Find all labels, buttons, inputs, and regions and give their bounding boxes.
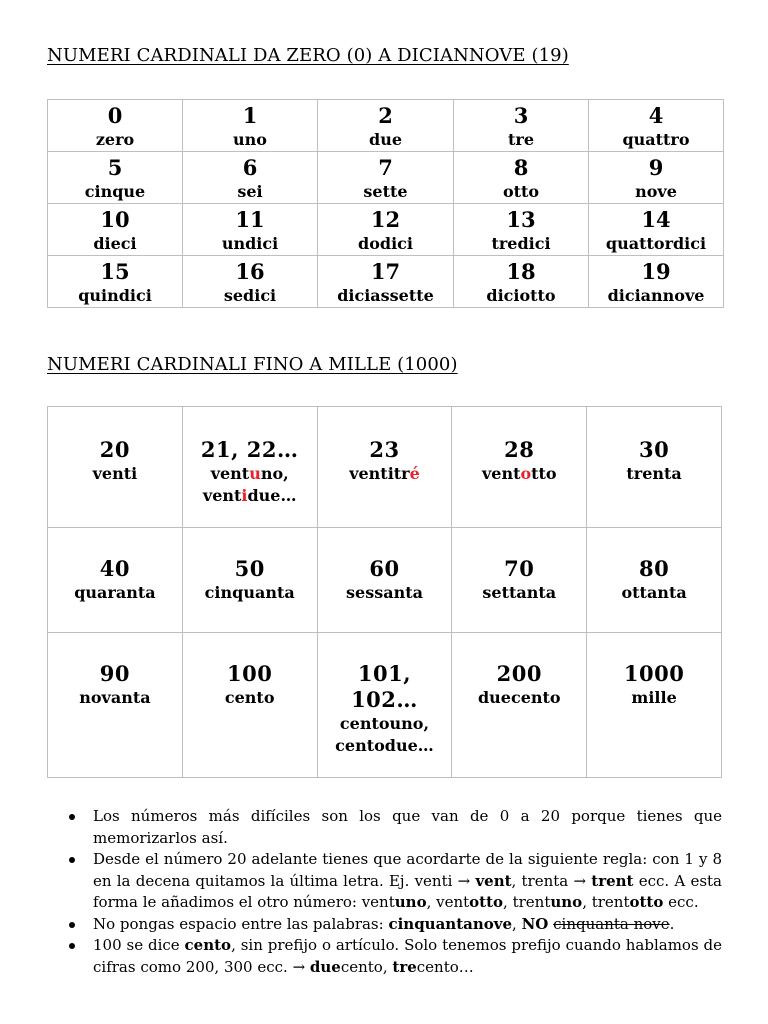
- note-text: Desde el número 20 adelante tienes que acordarte de la siguiente regla: con 1 y 8 en la decena quitamos la última letra. Ej. venti →: [93, 850, 722, 890]
- word: [183, 485, 317, 507]
- word: sedici: [223, 286, 277, 305]
- word: diciannove: [607, 286, 705, 305]
- note-bold: otto: [629, 893, 664, 911]
- word: quattordici: [605, 234, 707, 253]
- word: quaranta: [74, 583, 156, 602]
- table-row: [48, 100, 724, 152]
- digit: 0: [107, 103, 123, 128]
- notes-list: [47, 806, 722, 978]
- word: dodici: [358, 234, 413, 253]
- word: due: [369, 130, 402, 149]
- word: cinque: [84, 182, 146, 201]
- note-item: [93, 806, 722, 849]
- table-cardinals-0-19: [47, 99, 724, 308]
- digit: 1000: [623, 661, 685, 686]
- word: settanta: [482, 583, 557, 602]
- word: otto: [502, 182, 540, 201]
- digit: 6: [242, 155, 258, 180]
- digit: 40: [99, 556, 131, 581]
- number-cell: [317, 633, 452, 778]
- number-cell: [318, 152, 454, 204]
- number-cell: [452, 407, 587, 528]
- word: quindici: [78, 286, 152, 305]
- number-cell: [454, 152, 589, 204]
- digit: 200: [496, 661, 542, 686]
- digit: 15: [100, 259, 130, 284]
- digit: 21, 22…: [200, 437, 299, 462]
- heading-cardinals-0-19: NUMERI CARDINALI DA ZERO (0) A DICIANNOVE (19): [47, 45, 569, 66]
- digit: 70: [504, 556, 535, 581]
- digit: 19: [641, 259, 671, 284]
- word-part: vent: [481, 464, 521, 483]
- word: [183, 463, 317, 485]
- number-cell: [452, 633, 587, 778]
- note-text: , sin prefijo o artículo. Solo tenemos prefijo cuando hablamos de cifras como 200, 300 ecc. →: [93, 936, 723, 976]
- number-cell: [182, 407, 317, 528]
- word: tre: [508, 130, 534, 149]
- word: [318, 463, 452, 485]
- digit: 17: [370, 259, 401, 284]
- number-cell: [454, 100, 589, 152]
- number-cell: [48, 152, 183, 204]
- heading-cardinals-to-1000: NUMERI CARDINALI FINO A MILLE (1000): [47, 354, 458, 375]
- word: sei: [237, 182, 263, 201]
- digit: 2: [378, 103, 393, 128]
- word: cento: [224, 688, 275, 707]
- number-cell: [48, 204, 183, 256]
- note-text: cento,: [340, 957, 393, 976]
- number-cell: [48, 633, 183, 778]
- note-item: [93, 849, 722, 914]
- digit: 28: [504, 437, 535, 462]
- note-bold: NO: [521, 914, 549, 933]
- note-text: , trenta →: [511, 871, 592, 890]
- note-item: [93, 914, 722, 936]
- digit: 5: [107, 155, 123, 180]
- digit: 20: [99, 437, 131, 462]
- note-bold: uno: [394, 893, 427, 911]
- number-cell: [183, 256, 318, 308]
- number-cell: [454, 204, 589, 256]
- number-cell: [587, 633, 722, 778]
- digit: 30: [638, 437, 670, 462]
- word: zero: [95, 130, 135, 149]
- number-cell: [587, 407, 722, 528]
- highlight-letter: i: [241, 486, 248, 505]
- table-cardinals-to-1000: [47, 406, 722, 778]
- digit: 11: [235, 207, 265, 232]
- note-bold: otto: [469, 893, 504, 911]
- word: novanta: [79, 688, 151, 707]
- note-bold: trent: [591, 871, 634, 890]
- digit: 9: [648, 155, 664, 180]
- digit: 101,: [357, 661, 412, 686]
- number-cell: [183, 204, 318, 256]
- note-text: , trent: [582, 893, 630, 911]
- highlight-letter: o: [520, 464, 532, 483]
- word: tredici: [491, 234, 551, 253]
- word-part: due…: [247, 486, 297, 505]
- digit: 3: [513, 103, 529, 128]
- table-row: [48, 407, 722, 528]
- word: undici: [221, 234, 279, 253]
- number-cell: [182, 633, 317, 778]
- number-cell: [589, 152, 724, 204]
- number-cell: [182, 528, 317, 633]
- number-cell: [318, 100, 454, 152]
- digit: 90: [99, 661, 131, 686]
- digit: 80: [638, 556, 670, 581]
- number-cell: [587, 528, 722, 633]
- note-text: , trent: [503, 893, 551, 911]
- digit: 50: [234, 556, 265, 581]
- word: diciotto: [486, 286, 556, 305]
- number-cell: [589, 204, 724, 256]
- note-strikethrough: cinquanta nove: [553, 914, 670, 933]
- word: centodue…: [335, 736, 434, 755]
- word-part: vent: [202, 486, 242, 505]
- digit: 4: [648, 103, 664, 128]
- word-part: ventitr: [349, 464, 410, 483]
- number-cell: [317, 407, 452, 528]
- word: sette: [363, 182, 408, 201]
- note-text: cento…: [416, 957, 474, 976]
- note-bold: cento: [184, 936, 232, 954]
- word: venti: [92, 464, 138, 483]
- number-cell: [452, 528, 587, 633]
- table-row: [48, 256, 724, 308]
- word-part: no,: [260, 464, 289, 483]
- note-bold: vent: [475, 871, 512, 890]
- digit: 60: [369, 556, 400, 581]
- number-cell: [48, 407, 183, 528]
- number-cell: [589, 100, 724, 152]
- number-cell: [183, 152, 318, 204]
- word-part: vent: [210, 464, 250, 483]
- table-row: [48, 204, 724, 256]
- number-cell: [48, 528, 183, 633]
- number-cell: [589, 256, 724, 308]
- word: nove: [635, 182, 677, 201]
- number-cell: [48, 256, 183, 308]
- note-text: , vent: [426, 893, 470, 911]
- note-text: Los números más difíciles son los que van de 0 a 20 porque tienes que memorizarlos así.: [93, 807, 722, 847]
- digit: 100: [227, 661, 273, 686]
- number-cell: [317, 528, 452, 633]
- digit: 13: [506, 207, 536, 232]
- table-row: [48, 528, 722, 633]
- note-text: No pongas espacio entre las palabras:: [93, 914, 389, 933]
- note-text: ecc. A esta forma le añadimos el otro número: vent: [93, 871, 722, 911]
- number-cell: [48, 100, 183, 152]
- digit: 10: [100, 207, 130, 232]
- number-cell: [183, 100, 318, 152]
- digit: 8: [513, 155, 529, 180]
- note-bold: cinquantanove: [388, 914, 513, 933]
- word: ottanta: [621, 583, 687, 602]
- highlight-letter: é: [409, 464, 420, 483]
- word: uno: [233, 130, 267, 149]
- digit: 14: [641, 207, 671, 232]
- word: dieci: [93, 234, 137, 253]
- digit: 23: [369, 437, 400, 462]
- digit: 18: [506, 259, 536, 284]
- word: centouno,: [339, 714, 430, 733]
- digit: 7: [378, 155, 393, 180]
- note-bold: uno: [550, 893, 583, 911]
- table-row: [48, 152, 724, 204]
- word: quattro: [622, 130, 690, 149]
- word: trenta: [626, 464, 682, 483]
- word: [452, 463, 586, 485]
- note-text: .: [669, 914, 675, 933]
- note-text: ecc.: [663, 893, 699, 911]
- note-text: ,: [512, 914, 522, 933]
- note-bold: due: [309, 957, 341, 976]
- number-cell: [318, 204, 454, 256]
- note-bold: tre: [392, 957, 417, 976]
- digit: 12: [370, 207, 401, 232]
- number-cell: [454, 256, 589, 308]
- table-row: [48, 633, 722, 778]
- digit: 16: [235, 259, 265, 284]
- word: duecento: [477, 688, 561, 707]
- digit: 1: [242, 103, 258, 128]
- note-text: 100 se dice: [93, 936, 185, 954]
- word: sessanta: [346, 583, 423, 602]
- note-item: [93, 935, 722, 978]
- word-part: tto: [531, 464, 557, 483]
- digit: 102…: [351, 687, 418, 712]
- word: diciassette: [337, 286, 434, 305]
- word: cinquanta: [204, 583, 295, 602]
- highlight-letter: u: [249, 464, 261, 483]
- word: mille: [631, 688, 677, 707]
- number-cell: [318, 256, 454, 308]
